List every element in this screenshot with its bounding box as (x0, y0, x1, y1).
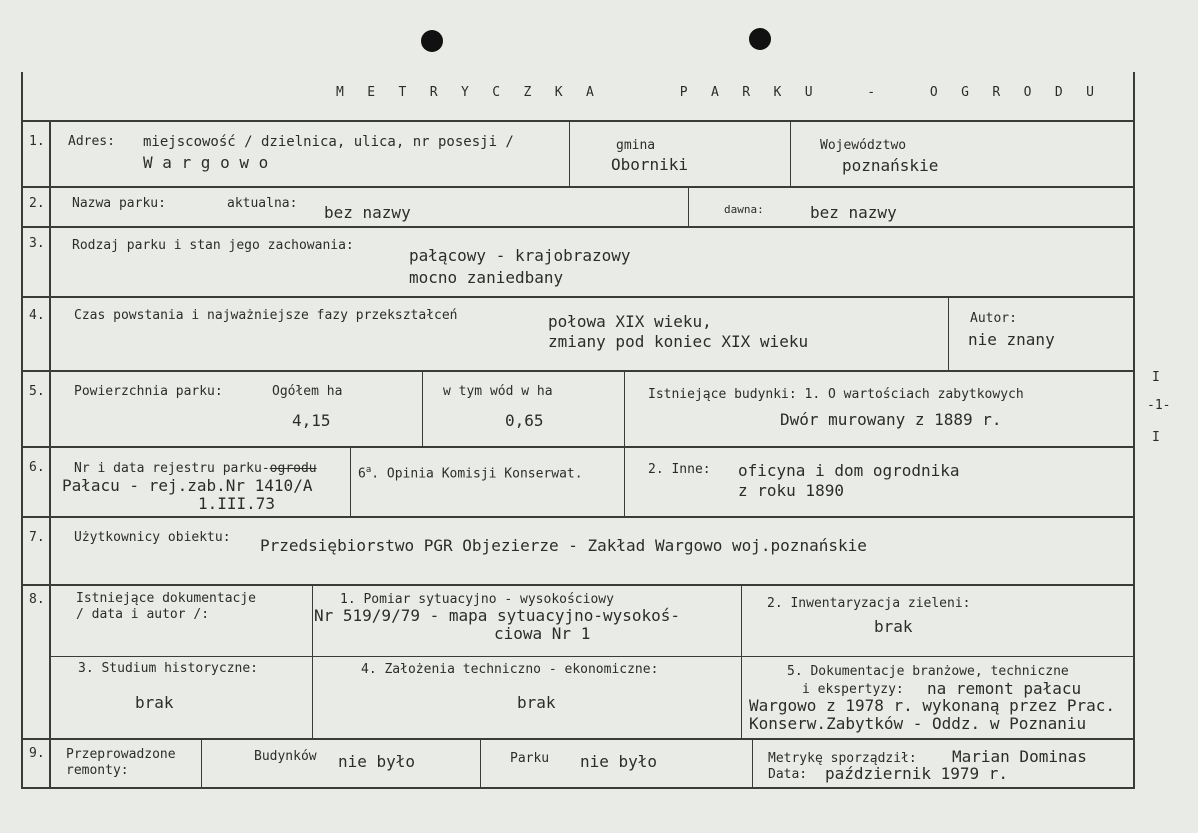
green-inventory-label: 2. Inwentaryzacja zieleni: (767, 596, 971, 611)
water-area-value: 0,65 (505, 411, 544, 430)
park-type-value-line1: pałącowy - krajobrazowy (409, 246, 631, 265)
current-name-label: aktualna: (227, 196, 298, 211)
history-phases-label: Czas powstania i najważniejsze fazy przekształceń (74, 308, 458, 323)
users-label: Użytkownicy obiektu: (74, 530, 231, 545)
address-value: W a r g o w o (143, 153, 269, 172)
renovations-label-line2: remonty: (66, 763, 129, 778)
renovations-park-label: Parku (510, 751, 550, 766)
other-buildings-line1: oficyna i dom ogrodnika (738, 461, 960, 480)
author-value: nie znany (968, 330, 1055, 349)
row-number-7: 7. (29, 530, 45, 545)
history-study-value: brak (135, 693, 174, 712)
park-name-label: Nazwa parku: (72, 196, 166, 211)
register-label-text: Nr i data rejestru parku- (74, 461, 270, 476)
row-number-9: 9. (29, 746, 45, 761)
renovations-buildings-value: nie było (338, 752, 416, 771)
park-type-value-line2: mocno zaniedbany (409, 268, 564, 287)
former-name-value: bez nazwy (810, 203, 897, 222)
other-buildings-label: 2. Inne: (648, 462, 711, 477)
gmina-value: Oborniki (611, 155, 689, 174)
prepared-by-label: Metrykę sporządził: (768, 751, 917, 766)
other-buildings-line2: z roku 1890 (738, 481, 844, 500)
tech-assumptions-value: brak (517, 693, 556, 712)
register-label (74, 461, 317, 477)
users-value: Przedsiębiorstwo PGR Objezierze - Zakład Wargowo woj.poznańskie (260, 536, 867, 555)
history-study-label: 3. Studium historyczne: (78, 661, 259, 676)
address-hint: miejscowość / dzielnica, ulica, nr posesji / (143, 134, 514, 150)
survey-value-line1: Nr 519/9/79 - mapa sytuacyjno-wysokoś- (314, 606, 681, 625)
documentation-label-line1: Istniejące dokumentacje (76, 591, 257, 606)
page-title: M E T R Y C Z K A P A R K U - O G R O D U (336, 85, 1102, 100)
branch-docs-value-line3: Konserw.Zabytków - Oddz. w Poznaniu (749, 714, 1087, 733)
renovations-buildings-label: Budynków (254, 749, 317, 764)
branch-docs-value-line1: na remont pałacu (927, 679, 1082, 698)
row-number-1: 1. (29, 134, 45, 149)
history-phases-line1: połowa XIX wieku, (548, 312, 712, 331)
buildings-value: Dwór murowany z 1889 r. (780, 410, 1002, 429)
green-inventory-value: brak (874, 617, 913, 636)
park-type-label: Rodzaj parku i stan jego zachowania: (72, 238, 354, 253)
total-area-value: 4,15 (292, 411, 331, 430)
address-label: Adres: (68, 134, 115, 149)
register-value-line1: Pałacu - rej.zab.Nr 1410/A (62, 476, 313, 495)
former-name-label: dawna: (724, 203, 764, 216)
row-number-5: 5. (29, 384, 45, 399)
branch-docs-label-line2: i ekspertyzy: (802, 682, 904, 697)
branch-docs-value-line2: Wargowo z 1978 r. wykonaną przez Prac. (749, 696, 1116, 715)
voivodeship-value: poznańskie (842, 156, 939, 175)
margin-mark-bottom: I (1152, 430, 1160, 445)
conservator-opinion-label: 6$^a$. Opinia Komisji Konserwat. (358, 465, 583, 482)
survey-value-line2: ciowa Nr 1 (494, 624, 591, 643)
register-label-struck: ogrodu (269, 461, 317, 476)
documentation-label-line2: / data i autor /: (76, 607, 210, 622)
punch-hole-left (421, 30, 443, 52)
renovations-label-line1: Przeprowadzone (66, 747, 176, 762)
author-label: Autor: (970, 311, 1017, 326)
row-number-6: 6. (29, 460, 45, 475)
branch-docs-label-line1: 5. Dokumentacje branżowe, techniczne (787, 664, 1069, 679)
date-label: Data: (768, 767, 808, 782)
punch-hole-right (749, 28, 771, 50)
total-area-label: Ogółem ha (272, 384, 343, 399)
row-number-4: 4. (29, 308, 45, 323)
buildings-label: Istniejące budynki: 1. O wartościach zabytkowych (648, 387, 1024, 402)
water-area-label: w tym wód w ha (443, 384, 553, 399)
date-value: październik 1979 r. (825, 764, 1009, 783)
row-number-8: 8. (29, 592, 45, 607)
tech-assumptions-label: 4. Założenia techniczno - ekonomiczne: (361, 662, 659, 677)
renovations-park-value: nie było (580, 752, 658, 771)
row-number-3: 3. (29, 236, 45, 251)
history-phases-line2: zmiany pod koniec XIX wieku (548, 332, 809, 351)
voivodeship-label: Województwo (820, 138, 907, 153)
gmina-label: gmina (616, 138, 656, 153)
row-number-2: 2. (29, 196, 45, 211)
margin-mark-page: -1- (1147, 398, 1171, 413)
margin-mark-top: I (1152, 370, 1160, 385)
current-name-value: bez nazwy (324, 203, 411, 222)
prepared-by-value: Marian Dominas (952, 747, 1087, 766)
survey-label: 1. Pomiar sytuacyjno - wysokościowy (340, 592, 614, 607)
area-label: Powierzchnia parku: (74, 384, 223, 399)
register-value-line2: 1.III.73 (198, 494, 276, 513)
